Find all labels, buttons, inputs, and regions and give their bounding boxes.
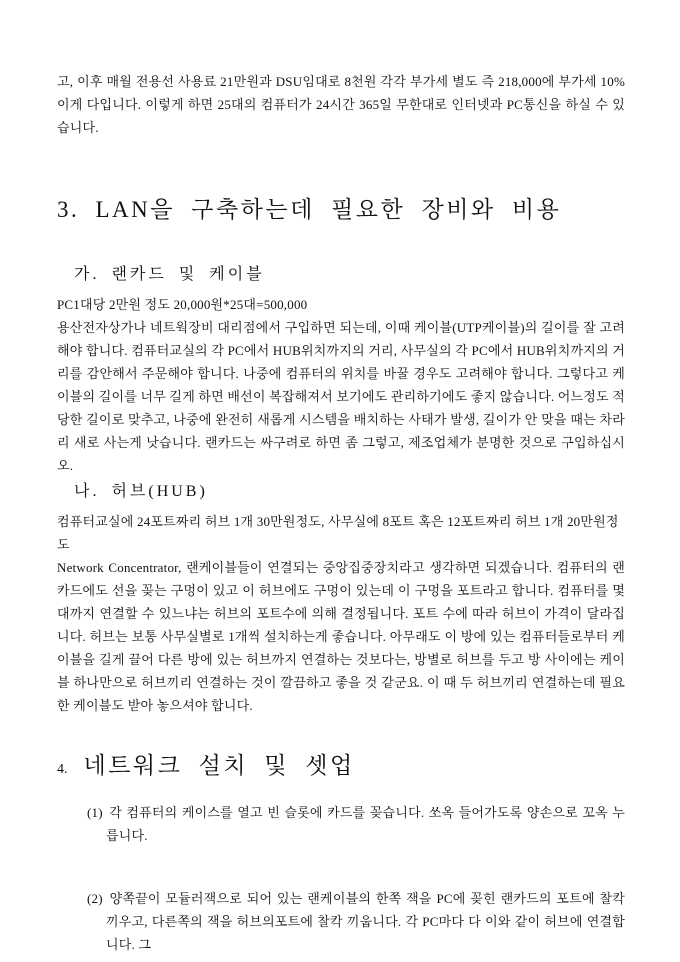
setup-step-2-text: 양쪽끝이 모듈러잭으로 되어 있는 랜케이블의 한쪽 잭을 PC에 꽂힌 랜카드의 포트에 찰칵 끼우고, 다른쪽의 잭을 허브의포트에 찰칵 끼웁니다. 각 PC마다 다 이와 같이 허브에 연결합니다. 그	[106, 891, 625, 952]
setup-step-2-marker: (2)	[87, 891, 103, 906]
setup-step-1-marker: (1)	[87, 805, 103, 820]
setup-step-1	[87, 801, 625, 847]
setup-step-1-text: 각 컴퓨터의 케이스를 열고 빈 슬롯에 카드를 꽂습니다. 쏘옥 들어가도록 양손으로 꼬옥 누릅니다.	[106, 805, 626, 843]
subsection-hub-heading: 나. 허브(HUB)	[74, 483, 208, 500]
section-setup-title: 네트워크 설치 및 셋업	[83, 753, 355, 778]
hub-price-line: 컴퓨터교실에 24포트짜리 허브 1개 30만원정도, 사무실에 8포트 혹은 12포트짜리 허브 1개 20만원정도	[57, 514, 619, 552]
lancard-price-line: PC1대당 2만원 정도 20,000원*25대=500,000	[57, 297, 308, 312]
section-setup-heading	[57, 749, 625, 787]
lancard-paragraph: 용산전자상가나 네트웍장비 대리점에서 구입하면 되는데, 이때 케이블(UTP케이블)의 길이를 잘 고려해야 합니다. 컴퓨터교실의 각 PC에서 HUB위치까지의 거리, 사무실의 각 PC에서 HUB위치까지의 거리를 감안해서 주문해야 합니다. 나중에 컴퓨터의 위치를 바꿀 경우도 고려해야 합니다. 그렇다고 케이블의 길이를 너무 길게 하면 배선이 복잡해져서 보기에도 관리하기에도 좋지 않습니다. 어느정도 적당한 길이로 맞추고, 나중에 완전히 새롭게 시스템을 배치하는 사태가 발생, 길이가 안 맞을 때는 차라리 새로 사는게 낫습니다. 랜카드는 싸구려로 하면 좀 그렇고, 제조업체가 분명한 것으로 구입하십시오.	[57, 320, 625, 473]
intro-paragraph: 고, 이후 매월 전용선 사용료 21만원과 DSU임대로 8천원 각각 부가세 별도 즉 218,000에 부가세 10% 이게 다입니다. 이렇게 하면 25대의 컴퓨터가 24시간 365일 무한대로 인터넷과 PC통신을 하실 수 있습니다.	[57, 74, 625, 135]
section-equipment-heading: 3. LAN을 구축하는데 필요한 장비와 비용	[57, 197, 562, 222]
section-setup-number: 4.	[57, 762, 68, 777]
hub-paragraph: Network Concentrator, 랜케이블들이 연결되는 중앙집중장치라고 생각하면 되겠습니다. 컴퓨터의 랜카드에도 선을 꽂는 구멍이 있고 이 허브에도 구멍이 있는데 이 구멍을 포트라고 합니다. 컴퓨터를 몇대까지 연결할 수 있느냐는 허브의 포트수에 의해 결정됩니다. 포트 수에 따라 허브이 가격이 달라집니다. 허브는 보통 사무실별로 1개씩 설치하는게 좋습니다. 아무래도 이 방에 있는 컴퓨터들로부터 케이블을 길게 끌어 다른 방에 있는 허브까지 연결하는 것보다는, 방별로 허브를 두고 방 사이에는 케이블 하나만으로 허브끼리 연결하는 것이 깔끔하고 좋을 것 같군요. 이 때 두 허브끼리 연결하는데 필요한 케이블도 받아 놓으셔야 합니다.	[57, 560, 625, 713]
subsection-lancard-heading: 가. 랜카드 및 케이블	[74, 266, 265, 283]
setup-step-2	[87, 887, 625, 956]
